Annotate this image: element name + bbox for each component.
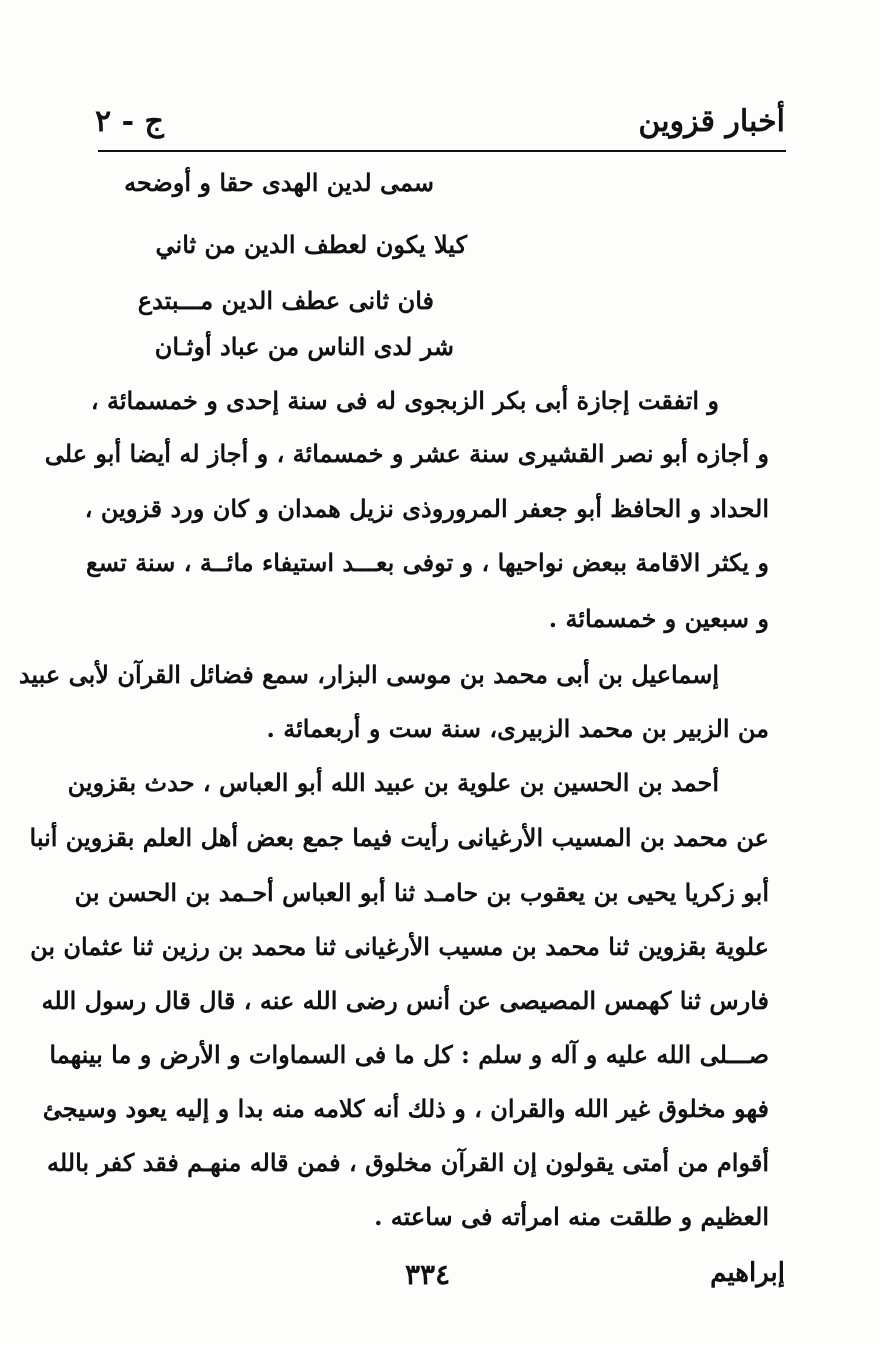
running-header xyxy=(95,100,785,150)
text-line: من الزبير بن محمد الزبيرى، سنة ست و أربعمائة . xyxy=(266,714,769,743)
text-line: و اتفقت إجازة أبى بكر الزبجوى له فى سنة إحدى و خمسمائة ، xyxy=(90,386,719,415)
text-line: و سبعين و خمسمائة . xyxy=(548,604,769,633)
text-line: أقوام من أمتى يقولون إن القرآن مخلوق ، فمن قاله منهـم فقد كفر بالله xyxy=(46,1148,769,1177)
text-line: علوية بقزوين ثنا محمد بن مسيب الأرغيانى ثنا محمد بن رزين ثنا عثمان بن xyxy=(30,932,769,961)
verse-line: فان ثانى عطف الدين مـــبتدع xyxy=(137,286,434,315)
text-line: إسماعيل بن أبى محمد بن موسى البزار، سمع فضائل القرآن لأبى عبيد xyxy=(18,660,719,689)
signature-mark: إبراهيم xyxy=(710,1258,785,1288)
verse-line: سمى لدين الهدى حقا و أوضحه xyxy=(124,168,434,197)
verse-line: شر لدى الناس من عباد أوثـان xyxy=(154,332,454,361)
text-line: عن محمد بن المسيب الأرغيانى رأيت فيما جمع بعض أهل العلم بقزوين أنبا xyxy=(29,823,769,852)
text-line: فارس ثنا كهمس المصيصى عن أنس رضى الله عنه ، قال قال رسول الله xyxy=(41,986,769,1015)
text-line: فهو مخلوق غير الله والقران ، و ذلك أنه كلامه منه بدا و إليه يعود وسيجئ xyxy=(42,1094,769,1123)
volume-number: ج - ٢ xyxy=(95,104,164,139)
book-title: أخبار قزوين xyxy=(638,104,785,139)
verse-line: كيلا يكون لعطف الدين من ثاني xyxy=(155,230,467,259)
text-line: صـــلى الله عليه و آله و سلم : كل ما فى السماوات و الأرض و ما بينهما xyxy=(49,1040,769,1069)
text-line: العظيم و طلقت منه امرأته فى ساعته . xyxy=(374,1202,769,1231)
text-line: و أجازه أبو نصر القشيرى سنة عشر و خمسمائة ، و أجاز له أيضا أبو على xyxy=(44,439,769,468)
text-line: أحمد بن الحسين بن علوية بن عبيد الله أبو العباس ، حدث بقزوين xyxy=(67,768,719,797)
text-line: الحداد و الحافظ أبو جعفر المروروذى نزيل همدان و كان ورد قزوين ، xyxy=(84,494,769,523)
text-line: أبو زكريا يحيى بن يعقوب بن حامـد ثنا أبو العباس أحـمد بن الحسن بن xyxy=(74,878,769,907)
text-line: و يكثر الاقامة ببعض نواحيها ، و توفى بعـــد استيفاء مائــة ، سنة تسع xyxy=(85,548,769,577)
header-rule xyxy=(98,150,786,152)
page-footer xyxy=(95,1258,785,1298)
page-number: ٣٣٤ xyxy=(405,1258,451,1291)
